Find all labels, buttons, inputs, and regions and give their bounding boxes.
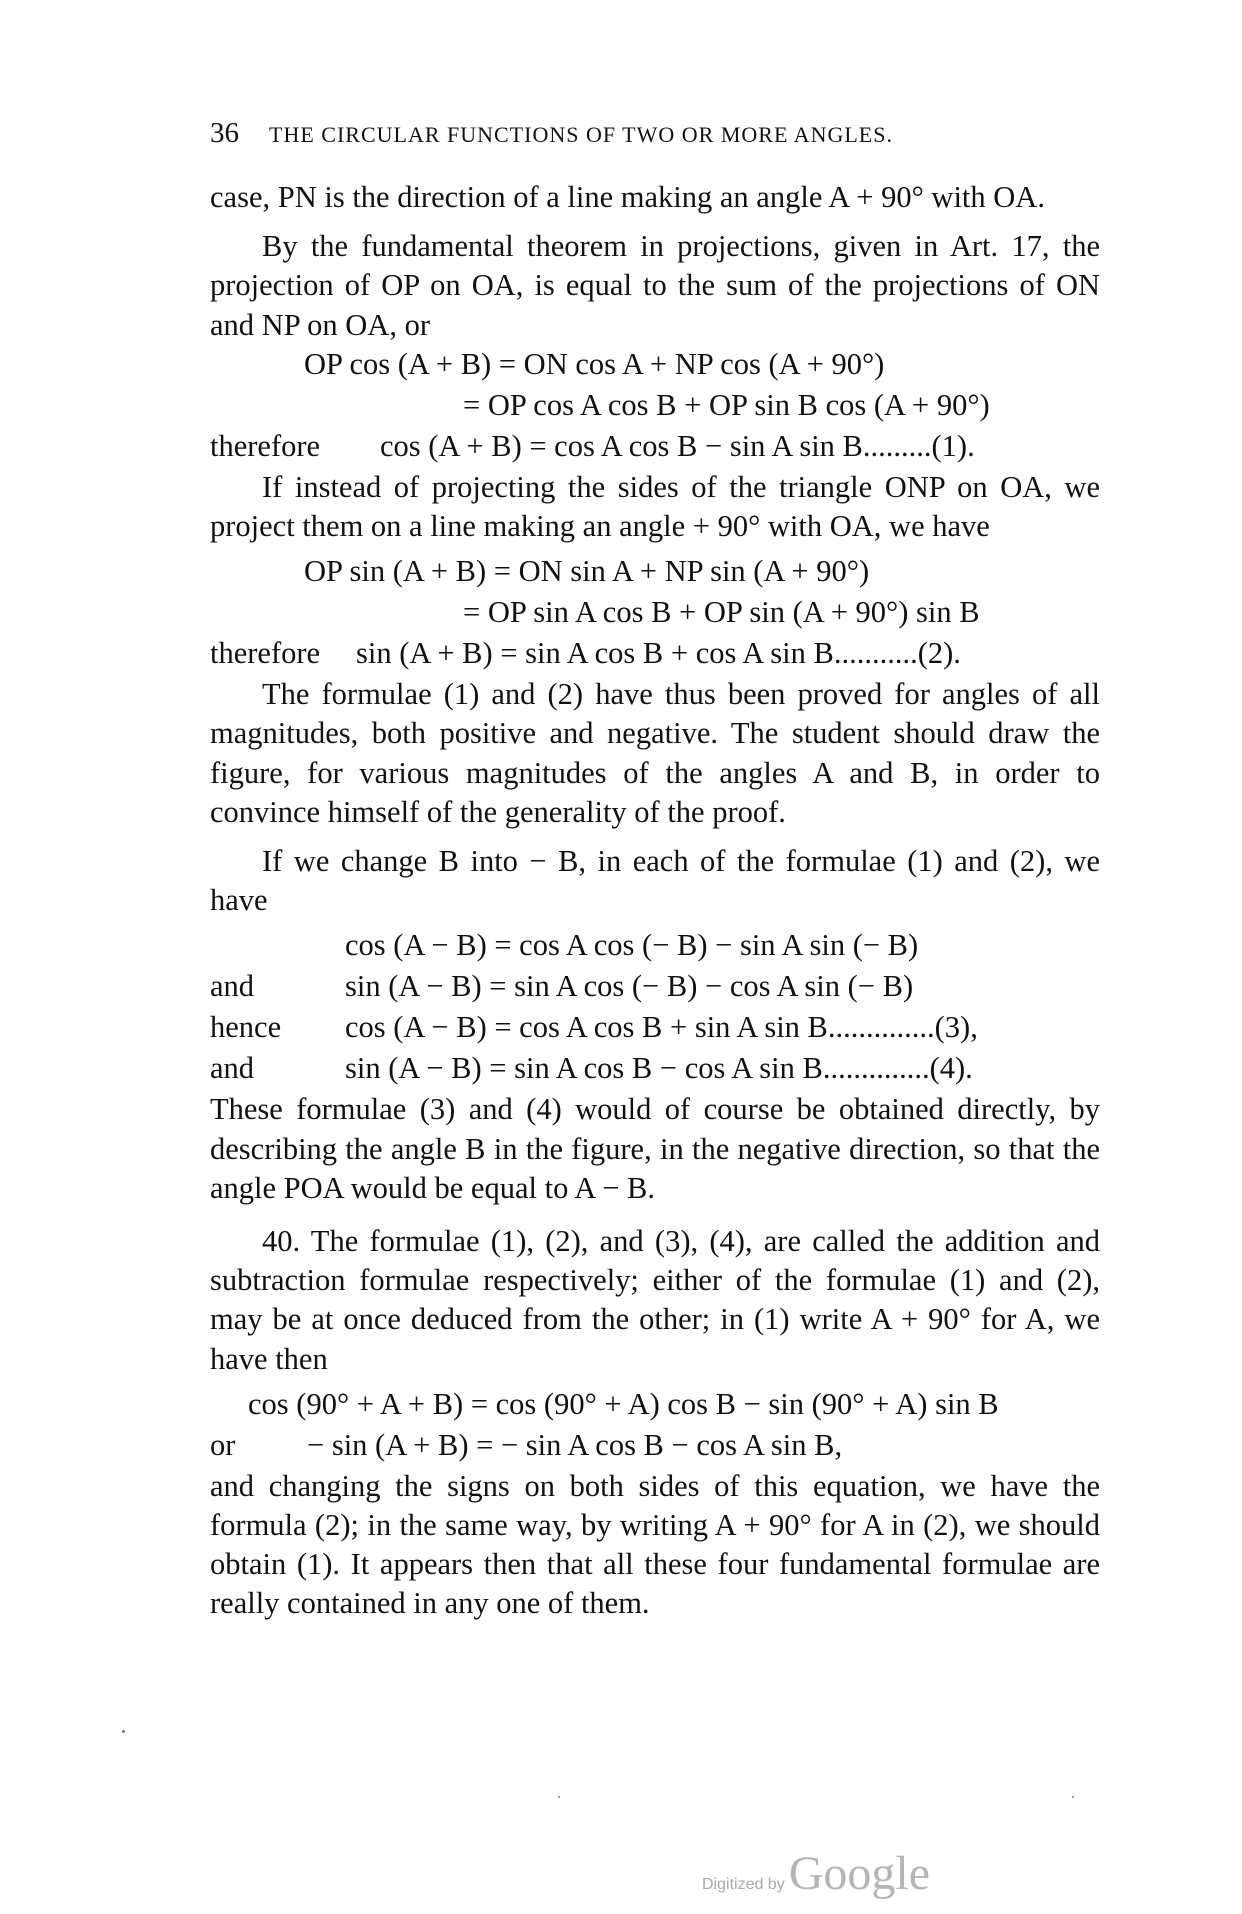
- paragraph: and changing the signs on both sides of this equation, we have the formula (2); in the same way, by writing A + 90° for A in (2), we should obtain (1). It appears then that all these four fundamental formulae are really contained in any one of them.: [210, 1468, 1100, 1621]
- equation-line: [210, 967, 1100, 1008]
- equation-line: [210, 1426, 1100, 1467]
- equation-line: [210, 1049, 1100, 1090]
- equation-line: [210, 386, 1100, 427]
- equation-line: [210, 552, 1100, 593]
- scan-speck: [558, 1796, 560, 1798]
- running-title: THE CIRCULAR FUNCTIONS OF TWO OR MORE ANGLES.: [269, 122, 893, 147]
- equation-line: [210, 593, 1100, 634]
- page-body: [210, 118, 1100, 1624]
- digitized-text: Digitized by: [702, 1876, 785, 1893]
- equation-label: therefore: [210, 428, 321, 463]
- google-logo: Google: [788, 1847, 931, 1900]
- equation-line: [210, 926, 1100, 967]
- equation-label: and: [210, 969, 255, 1004]
- equation: − sin (A + B) = − sin A cos B − cos A sin B,: [307, 1427, 843, 1462]
- equation: sin (A − B) = sin A cos (− B) − cos A sin (− B): [345, 969, 914, 1004]
- equation-label: hence: [210, 1010, 282, 1045]
- paragraph: If instead of projecting the sides of the triangle ONP on OA, we project them on a line making an angle + 90° with OA, we have: [210, 469, 1100, 544]
- equation-line: [210, 427, 1100, 468]
- equation: OP cos (A + B) = ON cos A + NP cos (A + 90°): [304, 346, 885, 381]
- equation: sin (A + B) = sin A cos B + cos A sin B...........(2).: [356, 636, 961, 671]
- scan-speck: [1072, 1796, 1074, 1798]
- paragraph: These formulae (3) and (4) would of course be obtained directly, by describing the angle B in the figure, in the negative direction, so that the angle POA would be equal to A − B.: [210, 1092, 1100, 1205]
- equation: OP sin (A + B) = ON sin A + NP sin (A + 90°): [304, 554, 870, 589]
- paragraph: By the fundamental theorem in projections, given in Art. 17, the projection of OP on OA, is equal to the sum of the projections of ON and NP on OA, or: [210, 229, 1100, 342]
- paragraph: 40. The formulae (1), (2), and (3), (4), are called the addition and subtraction formulae respectively; either of the formulae (1) and (2), may be at once deduced from the other; in (1) write A + 90° for A, we have then: [210, 1224, 1100, 1376]
- paragraph: case, PN is the direction of a line making an angle A + 90° with OA.: [210, 180, 1045, 214]
- equation-label: or: [210, 1427, 236, 1462]
- equation: = OP cos A cos B + OP sin B cos (A + 90°): [463, 387, 990, 422]
- paragraph: The formulae (1) and (2) have thus been proved for angles of all magnitudes, both positive and negative. The student should draw the figure, for various magnitudes of the angles A and B, in order to convince himself of the generality of the proof.: [210, 677, 1100, 829]
- equation: sin (A − B) = sin A cos B − cos A sin B..............(4).: [345, 1051, 973, 1086]
- equation-label: therefore: [210, 636, 321, 671]
- equation: cos (90° + A + B) = cos (90° + A) cos B − sin (90° + A) sin B: [248, 1386, 999, 1421]
- digitized-watermark: [702, 1846, 930, 1901]
- equation: cos (A − B) = cos A cos (− B) − sin A sin (− B): [345, 928, 919, 963]
- paragraph: If we change B into − B, in each of the formulae (1) and (2), we have: [210, 844, 1100, 918]
- equation-line: [210, 1008, 1100, 1049]
- scan-speck: [122, 1730, 125, 1733]
- equation-line: [210, 345, 1100, 386]
- equation: cos (A + B) = cos A cos B − sin A sin B.........(1).: [380, 428, 975, 463]
- equation: = OP sin A cos B + OP sin (A + 90°) sin B: [463, 595, 980, 630]
- running-header: [210, 118, 1100, 150]
- equation: cos (A − B) = cos A cos B + sin A sin B..............(3),: [345, 1010, 978, 1045]
- equation-line: [210, 1385, 1100, 1426]
- equation-line: [210, 634, 1100, 675]
- page-number: 36: [210, 117, 239, 149]
- equation-label: and: [210, 1051, 255, 1086]
